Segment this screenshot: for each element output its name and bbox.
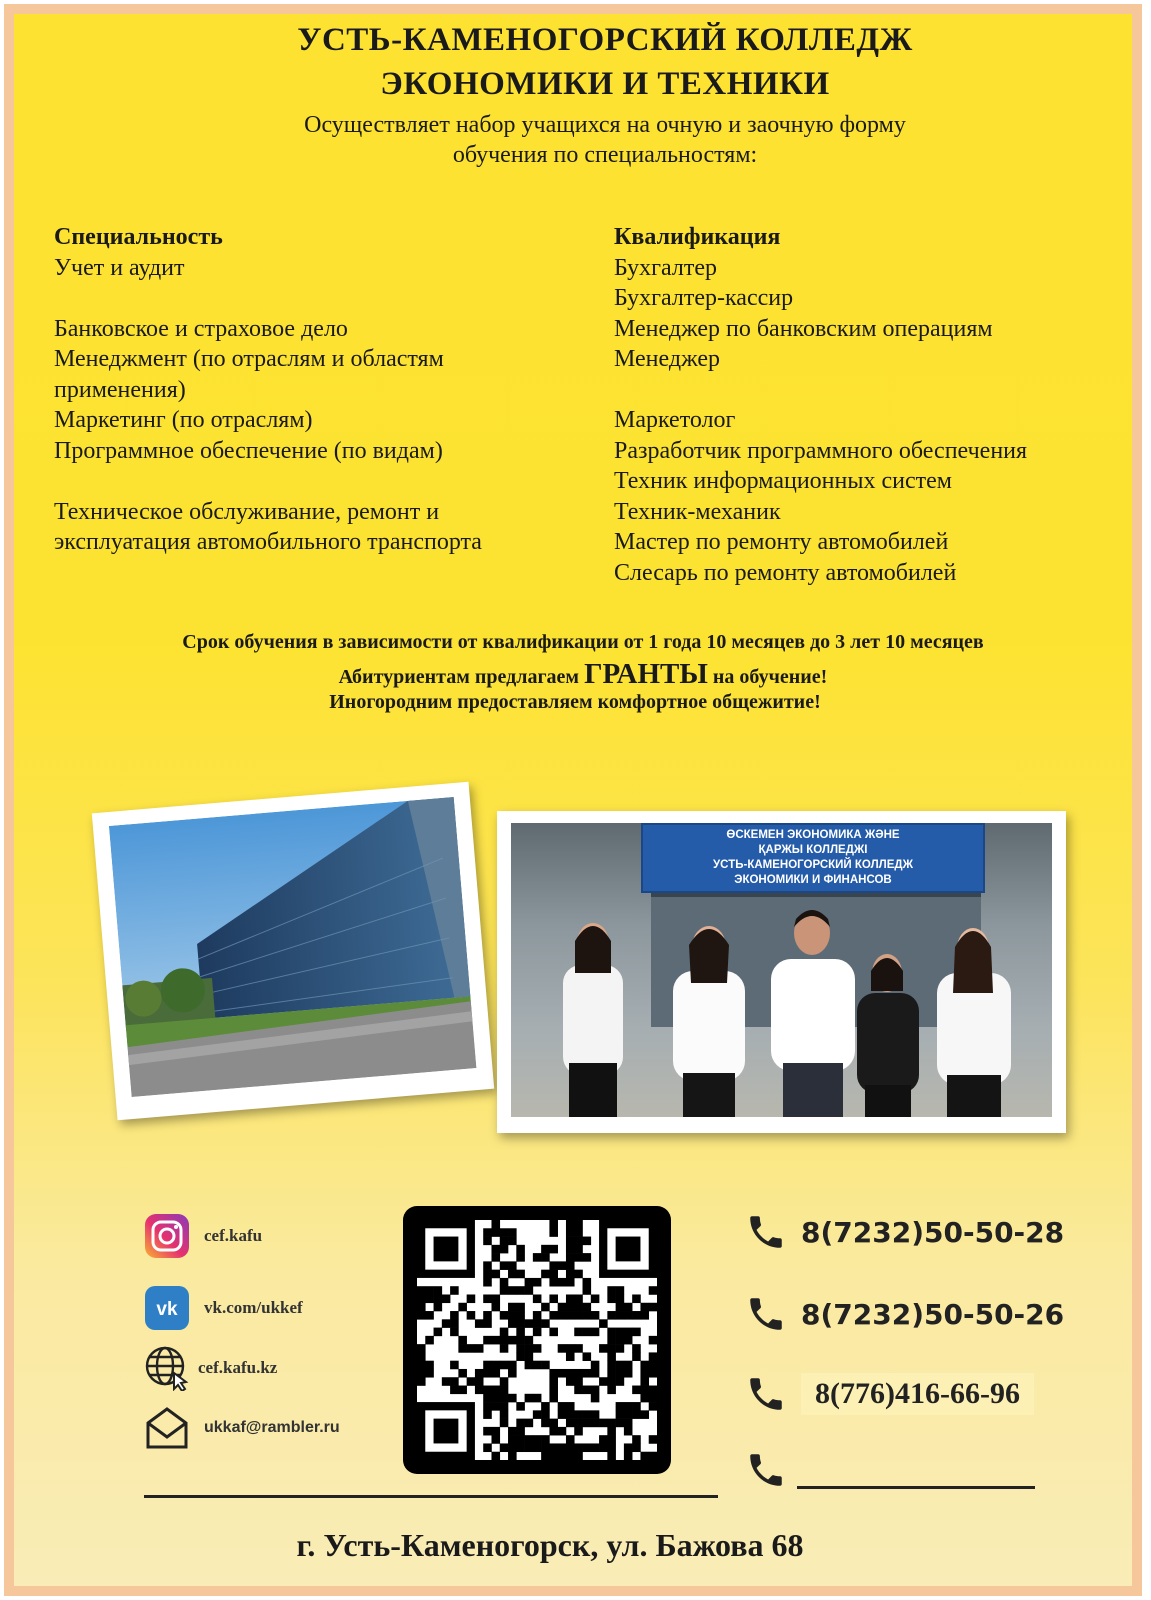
sign-line-1: ӨСКЕМЕН ЭКОНОМИКА ЖӘНЕ: [726, 829, 900, 841]
qr-finder-square: [616, 1237, 641, 1262]
sign-line-4: ЭКОНОМИКИ И ФИНАНСОВ: [734, 874, 892, 886]
phone-number-3[interactable]: 8(776)416-66-96: [801, 1373, 1034, 1415]
qualification-line: Слесарь по ремонту автомобилей: [614, 559, 957, 586]
title-line-2: ЭКОНОМИКИ И ТЕХНИКИ: [380, 66, 830, 102]
phone-icon: [745, 1373, 787, 1415]
qr-code[interactable]: [403, 1206, 671, 1474]
students-figures: [511, 823, 1052, 1117]
phone-number-1[interactable]: 8(7232)50-50-28: [801, 1215, 1065, 1249]
footer-address: г. Усть-Каменогорск, ул. Бажова 68: [296, 1527, 804, 1563]
email-address[interactable]: ukkaf@rambler.ru: [204, 1419, 340, 1436]
specialty-line: Техническое обслуживание, ремонт и: [54, 498, 440, 525]
vk-icon: [144, 1285, 190, 1331]
title-line-1: УСТЬ-КАМЕНОГОРСКИЙ КОЛЛЕДЖ: [297, 22, 913, 58]
specialties-heading: Специальность: [54, 224, 223, 250]
phone-icon: [745, 1449, 787, 1491]
phone-row-2[interactable]: [745, 1290, 1065, 1338]
qr-pattern: [417, 1220, 657, 1460]
vk-link[interactable]: vk.com/ukkef: [204, 1298, 303, 1317]
qualification-line: Менеджер: [614, 346, 720, 372]
subtitle-line-2: обучения по специальностям:: [452, 142, 758, 168]
duration-note: Срок обучения в зависимости от квалификации от 1 года 10 месяцев до 3 лет 10 месяцев: [182, 631, 984, 653]
instagram-icon: [144, 1213, 190, 1259]
qualification-line: Техник информационных систем: [614, 468, 952, 494]
qualification-line: Техник-механик: [614, 498, 781, 525]
phone-row-blank: [745, 1446, 1065, 1494]
qualifications-heading: Квалификация: [614, 224, 781, 250]
sign-line-2: ҚАРЖЫ КОЛЛЕДЖІ: [758, 844, 868, 856]
phone-list: [745, 1208, 1065, 1494]
qualification-line: Маркетолог: [614, 407, 736, 433]
qualifications-column: [614, 222, 1114, 588]
dorm-note: Иногородним предоставляем комфортное общежитие!: [329, 691, 821, 713]
qualification-line: Мастер по ремонту автомобилей: [614, 529, 949, 555]
instagram-row[interactable]: [144, 1210, 404, 1262]
qr-finder-square: [434, 1237, 459, 1262]
phone-icon: [745, 1293, 787, 1335]
specialty-line: эксплуатация автомобильного транспорта: [54, 529, 482, 555]
social-contacts: [144, 1210, 404, 1454]
blank-phone-line: [797, 1486, 1035, 1489]
website-link[interactable]: cef.kafu.kz: [198, 1358, 278, 1377]
vk-row[interactable]: [144, 1282, 404, 1334]
building-photo: [92, 782, 494, 1121]
grants-note: [0, 658, 1151, 691]
qr-finder-square: [434, 1419, 459, 1444]
website-row[interactable]: [144, 1342, 404, 1394]
subtitle-line-1: Осуществляет набор учащихся на очную и заочную форму: [304, 112, 906, 138]
specialty-line: применения): [54, 376, 186, 403]
specialty-line: Банковское и страховое дело: [54, 315, 348, 342]
qualification-line: Бухгалтер-кассир: [614, 285, 794, 311]
specialties-column: [54, 222, 574, 558]
globe-icon: [144, 1345, 190, 1391]
phone-icon: [745, 1211, 787, 1253]
grants-pre: Абитуриентам предлагаем: [338, 666, 585, 688]
phone-row-1[interactable]: [745, 1208, 1065, 1256]
svg-text:vk: vk: [156, 1299, 178, 1320]
specialty-line: Маркетинг (по отраслям): [54, 407, 313, 433]
specialty-line: Программное обеспечение (по видам): [54, 437, 443, 464]
qualification-line: Бухгалтер: [614, 254, 718, 281]
college-title: [0, 18, 1151, 106]
specialty-line: [54, 283, 574, 314]
subtitle: [0, 110, 1151, 170]
qualification-line: [614, 375, 1114, 406]
grants-emphasis: ГРАНТЫ: [584, 658, 708, 690]
specialty-line: Учет и аудит: [54, 254, 185, 281]
specialty-line: Менеджмент (по отраслям и областям: [54, 346, 444, 372]
sign-line-3: УСТЬ-КАМЕНОГОРСКИЙ КОЛЛЕДЖ: [713, 859, 913, 871]
phone-number-2[interactable]: 8(7232)50-50-26: [801, 1297, 1065, 1331]
students-image: [511, 823, 1052, 1117]
grants-post: на обучение!: [707, 666, 828, 688]
phone-row-3[interactable]: [745, 1370, 1065, 1418]
specialty-line: [54, 466, 574, 497]
qualification-line: Менеджер по банковским операциям: [614, 315, 993, 342]
footer-divider: [144, 1495, 718, 1498]
instagram-handle[interactable]: cef.kafu: [204, 1226, 263, 1245]
mail-icon: [144, 1405, 190, 1451]
students-photo: [497, 811, 1066, 1133]
building-image: [109, 797, 477, 1097]
email-row[interactable]: [144, 1402, 404, 1454]
qualification-line: Разработчик программного обеспечения: [614, 437, 1028, 464]
